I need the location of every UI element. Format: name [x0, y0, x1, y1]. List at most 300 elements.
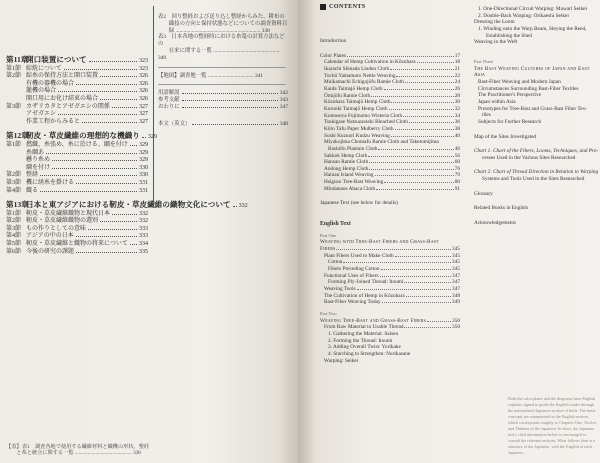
entry-title: Bast-Fiber Weaving and Modern Japan: [478, 78, 561, 85]
page-number: 350: [452, 324, 460, 331]
leader-dots: [375, 175, 454, 176]
entry-title: Forming Ply-Joined Thread: Itoumi: [328, 279, 404, 286]
part-label: Part Two: [320, 310, 337, 316]
back-matter-title: 用語解説: [158, 90, 180, 97]
leader-dots: [368, 156, 453, 157]
page-number: 327: [139, 103, 148, 110]
contents-entry: [474, 119, 596, 126]
contents-entry: [320, 299, 460, 306]
leader-dots: [64, 69, 137, 70]
leader-dots: [100, 99, 137, 100]
section-row: [6, 88, 148, 96]
back-matter-title: おわりに: [158, 103, 180, 110]
entry-title: Color Plates: [320, 52, 347, 59]
page-number: 331: [139, 179, 148, 186]
leader-dots: [378, 149, 453, 150]
divider-rule: [158, 67, 286, 68]
page-number: 30: [454, 99, 460, 106]
leader-dots: [46, 153, 137, 154]
entry-title: Calendar of Hemp Cultivation in Kōzuhara: [324, 59, 416, 66]
entry-title: Kaida Taimajō Hemp Cloth: [324, 85, 383, 92]
leader-dots: [100, 76, 137, 77]
section-title: 整経: [26, 172, 39, 179]
entry-title: Mindanaos Abaca Cloth: [324, 185, 376, 192]
table-note-line: 表3 日本各地の整経時における糸篭の計算方法などの: [158, 34, 285, 48]
entry-title: Asia: [474, 72, 486, 79]
entry-title: cesses Used in the Various Sites Researched: [482, 154, 576, 161]
leader-dots: [130, 244, 137, 245]
section-number: 第2節: [6, 172, 22, 179]
entry-title: Bashōfu Plantain Cloth: [328, 145, 378, 152]
entry-title: 1. Gathering the Material: Saisen: [328, 330, 399, 337]
entry-title: Tsukigase Natsuzarashi Bleached Cloth: [324, 119, 408, 126]
table-note-label: 【表】: [6, 444, 22, 450]
entry-title: Tochū Yamamoto Nettle Weaving: [324, 72, 396, 79]
page-number: 335: [139, 248, 148, 255]
leader-dots: [403, 116, 454, 117]
entry-title: Functional Uses of Fibers: [324, 272, 379, 279]
part-label: Part One: [320, 232, 337, 238]
leader-dots: [182, 100, 278, 101]
entry-title: Hsiguso Tree-Bast Weaving: [324, 179, 384, 186]
spacer: [474, 140, 596, 148]
chapter-row: [6, 131, 157, 142]
entry-title: Weaving Tree-Bast and Grass-Bast Fibers: [320, 317, 427, 324]
page-number: 323: [139, 65, 148, 72]
section-row: [6, 157, 148, 165]
page-number: 348: [452, 292, 460, 299]
contents-entry: [474, 106, 596, 113]
section-row: [6, 172, 148, 180]
page-number: 326: [139, 88, 148, 95]
table-note-line: 録 ............................................................... 338: [158, 27, 270, 34]
leader-dots: [389, 109, 454, 110]
leader-dots: [405, 82, 454, 83]
section-number: 第5節: [6, 241, 22, 248]
page-number: 334: [139, 241, 148, 248]
section-number: 第1節: [6, 141, 22, 148]
back-matter-title: 参考文献: [158, 97, 180, 104]
leader-dots: [404, 282, 451, 283]
section-title: 綜糸の保持方法と開口装置: [26, 73, 99, 80]
contents-entry: [320, 331, 460, 338]
contents-entry: [320, 153, 460, 160]
entry-title: 2. Forming the Thread: Itoumi: [328, 337, 393, 344]
leader-dots: [343, 262, 451, 263]
entry-title: Kōzuhara Taimajō Hemp Cloth: [324, 99, 391, 106]
leader-dots: [112, 107, 137, 108]
contents-entry: [474, 176, 596, 183]
section-number: 第4節: [6, 187, 22, 194]
section-row: [6, 73, 148, 81]
section-number: 第1節: [6, 210, 22, 217]
entry-title: Fibers: [320, 246, 336, 253]
contents-entry: [474, 39, 596, 46]
contents-entry: [320, 253, 460, 260]
page-number: 345: [452, 259, 460, 266]
entry-title: Weaving in the Weft: [474, 39, 518, 46]
contents-entry: [320, 279, 460, 286]
entry-title: Plant Fibers Used to Make Cloth: [324, 252, 394, 259]
leader-dots: [357, 289, 451, 290]
entry-title: Fibers Preceding Cotton: [328, 266, 380, 273]
section-title: 靭皮・草皮繊維の理想的な機織り: [26, 131, 140, 141]
page-number: 326: [139, 73, 148, 80]
page-number: 343: [279, 97, 288, 104]
contents-entry: [320, 246, 460, 253]
leader-dots: [52, 168, 137, 169]
page-number: 333: [139, 225, 148, 232]
leader-dots: [396, 76, 453, 77]
leader-dots: [391, 102, 453, 103]
chapter-row: [6, 56, 148, 66]
map-appendix-title: 【地図】調査地一覧 .................................. 341: [158, 72, 264, 79]
contents-entry: [320, 293, 460, 300]
spacer: [474, 197, 596, 205]
entry-title: Kuruoki Taimajō Hemp Cloth: [324, 105, 388, 112]
entry-title: Acknowledgements: [474, 220, 517, 227]
section-title: 糸綱あ: [26, 149, 45, 156]
leader-dots: [58, 114, 137, 115]
contents-entry: [474, 112, 596, 119]
contents-entry: [474, 191, 596, 198]
leader-dots: [89, 61, 137, 62]
section-number: 第4節: [6, 233, 22, 240]
section-row: [6, 96, 148, 104]
leader-dots: [371, 96, 454, 97]
section-title: 懸り糸め: [26, 157, 51, 164]
contents-entry: [320, 186, 460, 193]
contents-entry: [320, 351, 460, 358]
entry-title: Miyakojima Chomafu Ramie Cloth and Taketomijima: [324, 139, 439, 146]
entry-title: Kumoseya Fujimomo Wisteria Cloth: [324, 112, 403, 119]
page-number: 332: [139, 210, 148, 217]
entry-title: Chart 2. Chart of Thread Direction in Relation to Warping: [474, 169, 599, 176]
contents-entry: [320, 66, 460, 73]
contents-entry: [320, 318, 460, 325]
entry-title: Andong Hemp Cloth: [324, 165, 369, 172]
english-summary-title: 本文（英文）: [158, 120, 191, 127]
section-title: 綱を付け: [26, 164, 51, 171]
section-title: 作業工程からみると: [26, 118, 81, 125]
contents-entry: [474, 134, 596, 141]
table-note-line: 織技の方向と保持状態などについての調査資料目: [158, 20, 288, 27]
contents-entry: [320, 139, 460, 146]
page-number: 38: [454, 125, 460, 132]
entry-title: Cotton: [328, 259, 343, 266]
part-label: Part Three: [474, 58, 494, 64]
section-title: 開口用にお化け結束の場合: [26, 95, 99, 102]
contents-entry: [474, 92, 596, 99]
leader-dots: [395, 129, 454, 130]
leader-dots: [391, 136, 454, 137]
section-number: 第6節: [6, 248, 22, 255]
contents-heading: Introduction: [320, 38, 347, 44]
left-table-note: [6, 444, 292, 457]
contents-entry: [474, 72, 596, 79]
section-title: 織る: [26, 187, 39, 194]
leader-dots: [52, 160, 137, 161]
page-number: 329: [139, 149, 148, 156]
section-row: [6, 142, 148, 150]
leader-dots: [192, 124, 278, 125]
page-number: 40: [454, 132, 460, 139]
page-number: 349: [452, 299, 460, 306]
spacer: [320, 207, 460, 215]
contents-entry: [320, 59, 460, 66]
section-title: 靭皮・草皮繊維と織物の将来について: [26, 241, 128, 248]
leader-dots: [130, 145, 137, 146]
entry-title: Glossary: [474, 190, 493, 197]
section-number: 第3節: [6, 179, 22, 186]
left-vertical-rule: [153, 6, 154, 202]
page-number: 60: [454, 159, 460, 166]
contents-entry: [474, 26, 596, 33]
page-number: 347: [279, 103, 288, 110]
entry-title: Ōmijōfu Ramie Cloth: [324, 92, 371, 99]
section-number: 第3節: [6, 103, 22, 110]
entry-title: Ikarachi Shinada Linden Cloth: [324, 65, 390, 72]
leader-dots: [427, 321, 451, 322]
page-number: 330: [139, 164, 148, 171]
leader-dots: [382, 302, 451, 303]
contents-entry: [320, 259, 460, 266]
chapter-row: [6, 200, 248, 211]
contents-entry: [320, 79, 460, 86]
leader-dots: [336, 249, 451, 250]
entry-title: Establishing the Shed: [486, 32, 532, 39]
section-title: 機に経糸を掛ける: [26, 179, 75, 186]
contents-heading: Japanese Text (see below for details): [320, 200, 398, 207]
page-number: 46: [454, 145, 460, 152]
right-book-page: [298, 0, 600, 463]
entry-title: Soshi Kuzuori Kudzu Weaving: [324, 132, 390, 139]
section-title: カザリカタとアゼガエシの関係: [26, 103, 110, 110]
leader-dots: [376, 189, 454, 190]
page-number: 18: [454, 59, 460, 66]
contents-entry: [320, 146, 460, 153]
leader-dots: [409, 122, 454, 123]
square-bullet-icon: [320, 4, 326, 10]
leader-dots: [112, 214, 137, 215]
contents-title: CONTENTS: [329, 3, 366, 10]
table-note-line: 表2 回り整経および送り込し整経からみた、耕布の: [158, 14, 285, 20]
section-number: 第3節: [6, 225, 22, 232]
spacer: [474, 46, 596, 54]
page-number: 21: [454, 65, 460, 72]
section-row: [6, 150, 148, 158]
page-number: 80: [454, 179, 460, 186]
leader-dots: [380, 276, 451, 277]
section-title: 撚織、糸張め、糸に於ける、綱を付け: [26, 141, 128, 148]
leader-dots: [390, 69, 454, 70]
entry-title: Japan within Asia: [478, 98, 516, 105]
entry-title: Weaving Tools: [324, 286, 356, 292]
section-title: もの作りとしての意味: [26, 225, 87, 232]
leader-dots: [40, 191, 137, 192]
spacer: [320, 45, 460, 53]
section-number: 第11章: [6, 55, 29, 64]
entry-title: 4. Starching to Strengthen: Norikasane: [328, 350, 411, 357]
page-number: 327: [139, 118, 148, 125]
part-title: The Bast Weaving Cultures of Japan and East: [474, 65, 590, 72]
contents-entry: [320, 159, 460, 166]
page-number: 327: [139, 111, 148, 118]
entry-title: Sakkok Hemp Cloth: [324, 152, 368, 159]
entry-title: Hainan Island Weaving: [324, 172, 374, 179]
page-number: 91: [454, 185, 460, 192]
leader-dots: [88, 229, 137, 230]
page-number: 56: [454, 152, 460, 159]
contents-entry: [474, 86, 596, 93]
page-number: 347: [452, 286, 460, 292]
page-number: 24: [454, 79, 460, 86]
contents-entry: [474, 148, 599, 155]
entry-title: Subjects for Further Research: [478, 118, 542, 125]
page-number: 345: [452, 252, 460, 259]
back-matter-row: [158, 104, 288, 111]
section-title: 有機の器機の場合: [26, 80, 75, 87]
entry-title: 3. Adding Overall Twist: Yorikake: [328, 344, 401, 351]
leader-dots: [76, 84, 137, 85]
leader-dots: [76, 252, 137, 253]
contents-entry: [320, 358, 460, 365]
entry-title: Dressing the Loom: [474, 19, 515, 26]
page-number: 32: [454, 105, 460, 112]
leader-dots: [58, 91, 137, 92]
contents-entry: [320, 324, 460, 331]
entry-title: Muikamachi Echigojōfu Ramie Cloth: [324, 79, 404, 86]
page-number: 76: [454, 165, 460, 172]
contents-entry: [474, 205, 596, 212]
entry-title: Systems and Tools Used in the Sites Researched: [482, 176, 585, 183]
table-note-line: 在来に関する一覧 ................................................. 340: [158, 47, 280, 61]
leader-dots: [395, 256, 451, 257]
table-note-line: と糸と統合に関する一覧 ............................................ 336: [6, 450, 141, 457]
page-number: 22: [454, 72, 460, 79]
section-row: [6, 119, 148, 127]
contents-entry: [320, 338, 460, 345]
contents-entry: [474, 99, 596, 106]
section-title: 今後の研究の課題: [26, 248, 75, 255]
contents-entry: [474, 6, 596, 13]
entry-title: Warping: Seikei: [324, 357, 359, 364]
leader-dots: [347, 56, 454, 57]
entry-title: tiles: [482, 112, 491, 119]
contents-entry: [474, 155, 596, 162]
section-title: 日本と東アジアにおける靭皮・草皮繊維の織物文化について: [26, 200, 231, 210]
section-number: 第13章: [6, 200, 29, 210]
leader-dots: [406, 296, 451, 297]
part-title: Weaving with Tree-Bast Fibers and Grass-Bast: [320, 239, 439, 246]
contents-entry: [320, 166, 460, 173]
leader-dots: [142, 137, 146, 138]
page-number: 347: [452, 272, 460, 279]
leader-dots: [404, 327, 451, 328]
faint-english-note: Both the color plates and the diagrams have English captions signed to guide the English reader through the untranslated Japanese section of book. The basic concepts are summarized in the English section, which corresponds roughly to Chapters One, Twelve, and Thirteen of the Japanese. In short, the Japanese text's cited information below is encouraged to consult the relevant sections. What follows then is a structure of the Japanese, with the English of each Japanese...: [508, 396, 598, 455]
table-note-text: 表1 調査各地で使用する繊維材料と織機の形状、整経: [22, 444, 150, 450]
entry-title: Chart 1. Chart of the Fibers, Looms, Techniques, and Pro-: [474, 148, 599, 155]
contents-entry: [320, 126, 460, 133]
contents-entry: [320, 113, 460, 120]
page-number: 326: [139, 95, 148, 102]
section-number: 第12章: [6, 131, 29, 141]
entry-title: 1. Winding onto the Warp Beam, Sleying the Reed,: [478, 25, 587, 32]
page-number: 329: [147, 134, 157, 141]
entry-title: 2. Double-Back Warping: Orikaeshi Seikei: [478, 12, 569, 19]
page-number: 333: [139, 233, 148, 240]
contents-column-1: [320, 38, 460, 364]
spacer: [474, 126, 596, 134]
leader-dots: [182, 107, 278, 108]
section-row: [6, 111, 148, 119]
leader-dots: [417, 62, 454, 63]
section-number: 第2節: [6, 73, 22, 80]
contents-entry: [474, 13, 596, 20]
page-number: 347: [452, 279, 460, 286]
english-text-heading: English Text: [320, 221, 351, 228]
leader-dots: [40, 175, 137, 176]
entry-title: Bast-Fiber Weaving Today: [324, 299, 381, 306]
entry-title: Prototypes for Tree-Bast and Grass-Bast Fiber Tex-: [478, 105, 587, 112]
page-number: 329: [139, 141, 148, 148]
leader-dots: [76, 236, 137, 237]
leader-dots: [369, 169, 453, 170]
leader-dots: [233, 206, 237, 207]
page-number: 79: [454, 172, 460, 179]
leader-dots: [76, 183, 137, 184]
page-number: 329: [139, 157, 148, 164]
leader-dots: [384, 89, 454, 90]
section-row: [6, 249, 148, 257]
leader-dots: [82, 122, 137, 123]
contents-entry: [320, 344, 460, 351]
contents-entry: [320, 172, 460, 179]
contents-entry: [474, 79, 596, 86]
page-number: 28: [454, 92, 460, 99]
section-title: アジアの中の日本: [26, 233, 74, 240]
section-title: 綜絖について: [26, 65, 62, 72]
section-title: 開口装置について: [26, 55, 87, 64]
entry-title: Hansan Ramie Cloth: [324, 159, 369, 166]
entry-title: Circumstances Surrounding Bast-Fiber Textiles: [478, 85, 579, 92]
entry-title: 1. One-Directional Circuit Warping: Mawari Seikei: [478, 6, 587, 12]
leader-dots: [384, 182, 453, 183]
spacer: [474, 212, 596, 220]
back-matter-row: [158, 97, 288, 104]
page-number: 348: [279, 120, 288, 127]
section-row: [6, 188, 148, 196]
entry-title: Kiito Tafu Paper Mulberry Cloth: [324, 125, 394, 132]
page-number: 17: [454, 52, 460, 59]
contents-entry: [320, 93, 460, 100]
section-title: 籠機の場合: [26, 88, 57, 95]
contents-entry: [474, 169, 599, 176]
contents-entry: [320, 266, 460, 273]
contents-entry: [320, 273, 460, 280]
section-row: [6, 241, 148, 249]
leader-dots: [100, 221, 137, 222]
english-summary-row: [158, 121, 288, 128]
spacer: [474, 183, 596, 191]
section-row: [6, 180, 148, 188]
page-number: 326: [139, 80, 148, 87]
entry-title: Map of the Sites Investigated: [474, 133, 537, 140]
page-number: 345: [452, 266, 460, 273]
left-book-page: [0, 0, 298, 463]
leader-dots: [381, 269, 452, 270]
divider-rule: [158, 84, 286, 85]
